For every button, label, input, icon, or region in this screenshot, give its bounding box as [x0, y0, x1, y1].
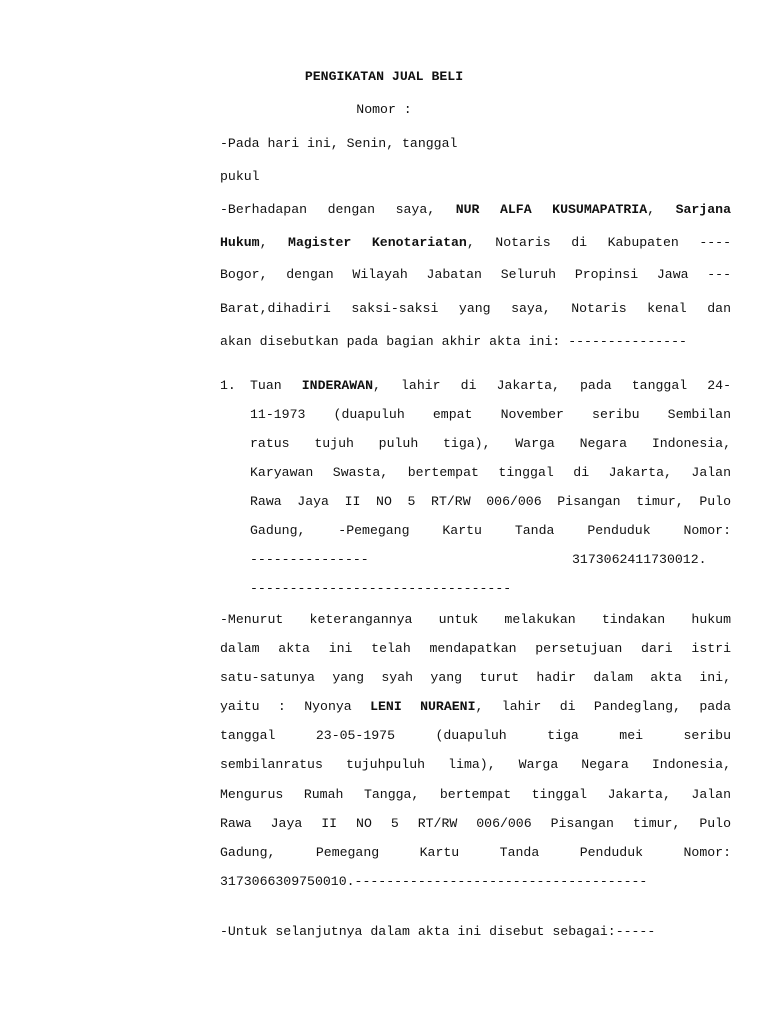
- party1-number: 1.: [220, 378, 236, 393]
- consent-line-7: Mengurus Rumah Tangga, bertempat tinggal Jakarta, Jalan: [220, 787, 731, 802]
- consent-line-6: sembilanratus tujuhpuluh lima), Warga Negara Indonesia,: [220, 757, 731, 772]
- closing-line-1: -Untuk selanjutnya dalam akta ini disebut sebagai:-----: [220, 924, 656, 939]
- consent-line-3: satu-satunya yang syah yang turut hadir dalam akta ini,: [220, 670, 731, 685]
- notary-line-3: Bogor, dengan Wilayah Jabatan Seluruh Propinsi Jawa ---: [220, 267, 731, 282]
- party1-ktp-number: 3173062411730012.: [572, 552, 707, 567]
- notary-line-1: -Berhadapan dengan saya, NUR ALFA KUSUMAPATRIA, Sarjana: [220, 202, 731, 217]
- party1-line-8: ---------------------------------: [250, 581, 512, 596]
- consent-line-5: tanggal 23-05-1975 (duapuluh tiga mei seribu: [220, 728, 731, 743]
- consent-line-9: Gadung, Pemegang Kartu Tanda Penduduk Nomor:: [220, 845, 731, 860]
- notary-line-2: Hukum, Magister Kenotariatan, Notaris di Kabupaten ----: [220, 235, 731, 250]
- consent-line-4: yaitu : Nyonya LENI NURAENI, lahir di Pandeglang, pada: [220, 699, 731, 714]
- consent-line-2: dalam akta ini telah mendapatkan persetujuan dari istri: [220, 641, 731, 656]
- party1-line-1: Tuan INDERAWAN, lahir di Jakarta, pada tanggal 24-: [250, 378, 731, 393]
- party1-line-7-dashes: ---------------: [250, 552, 369, 567]
- notary-line-4: Barat,dihadiri saksi-saksi yang saya, Notaris kenal dan: [220, 301, 731, 316]
- party1-line-2: 11-1973 (duapuluh empat November seribu Sembilan: [250, 407, 731, 422]
- consent-line-8: Rawa Jaya II NO 5 RT/RW 006/006 Pisangan timur, Pulo: [220, 816, 731, 831]
- document-title: PENGIKATAN JUAL BELI: [304, 69, 464, 84]
- party1-line-3: ratus tujuh puluh tiga), Warga Negara Indonesia,: [250, 436, 731, 451]
- notary-line-5: akan disebutkan pada bagian akhir akta ini: ---------------: [220, 334, 687, 349]
- party1-line-6: Gadung, -Pemegang Kartu Tanda Penduduk Nomor:: [250, 523, 731, 538]
- consent-line-10: 3173066309750010.-------------------------------------: [220, 874, 648, 889]
- opening-line-1: -Pada hari ini, Senin, tanggal: [220, 136, 458, 151]
- opening-line-2: pukul: [220, 169, 260, 184]
- party1-line-4: Karyawan Swasta, bertempat tinggal di Jakarta, Jalan: [250, 465, 731, 480]
- document-number: Nomor :: [356, 102, 412, 117]
- party1-line-5: Rawa Jaya II NO 5 RT/RW 006/006 Pisangan timur, Pulo: [250, 494, 731, 509]
- consent-line-1: -Menurut keterangannya untuk melakukan tindakan hukum: [220, 612, 731, 627]
